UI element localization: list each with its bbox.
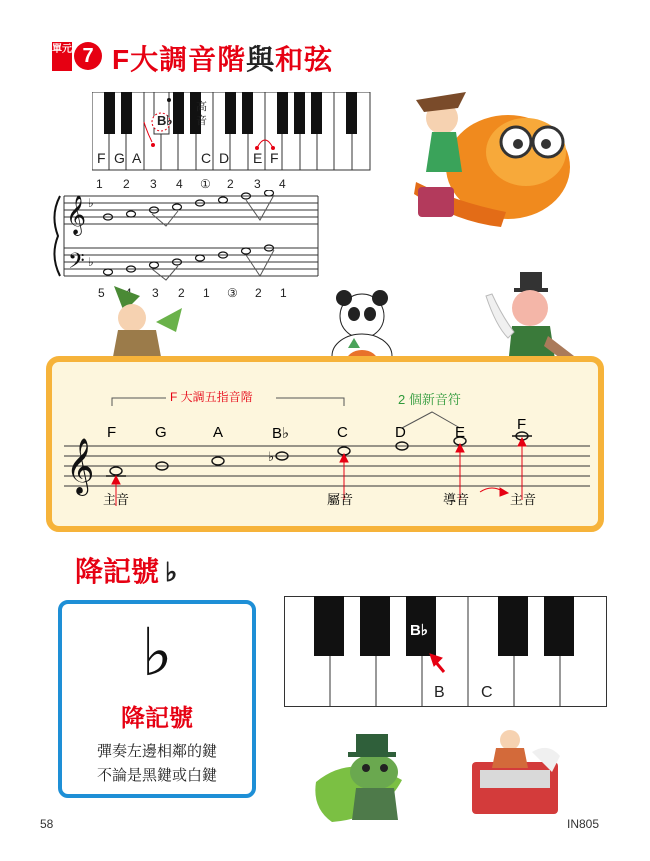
flat-box-title: 降記號 [121,705,193,732]
frog-illustration [312,722,432,832]
flat-section-title [75,550,177,590]
unit-badge-label: 單元 [52,42,72,71]
bottom-white-key-b: B [434,684,445,701]
five-finger-label: F 大調五指音階 [170,390,253,404]
book-code: IN805 [567,817,600,831]
grand-staff [48,190,328,290]
white-key-label: F [270,150,279,166]
svg-text:𝄞: 𝄞 [66,195,87,235]
svg-text:♭: ♭ [268,449,275,464]
finger-number: 3 [152,286,159,300]
unit-badge [52,42,106,70]
note-name: B♭ [272,425,290,442]
note-name: E [455,424,466,441]
bottom-white-key-c: C [481,684,493,701]
page-title [112,38,333,78]
finger-number: ③ [227,286,238,300]
title-highlight: 與 [246,44,276,75]
music-box-illustration [462,722,572,832]
tonic-label: 主音 [103,492,130,507]
bottom-black-key-label: B♭ [410,622,428,639]
svg-text:♭: ♭ [88,196,94,210]
finger-number: 1 [96,177,103,191]
white-key-label: A [132,150,142,166]
finger-number: ① [200,177,211,191]
finger-number: 2 [123,177,130,191]
svg-text:𝄞: 𝄞 [66,438,95,494]
white-key-label: F [97,150,106,166]
flat-definition-box [58,600,256,798]
finger-number: 2 [227,177,234,191]
white-key-label: D [219,150,230,166]
finger-number: 2 [178,286,185,300]
flat-box-line2: 不論是黑鍵或白鍵 [96,767,217,784]
white-key-label: E [253,150,263,166]
finger-number: 1 [280,286,287,300]
svg-text:𝄢: 𝄢 [68,249,85,279]
note-name: G [155,424,167,441]
fingering-top [96,177,296,191]
title-suffix: 和弦 [275,44,334,75]
page-number: 58 [40,817,54,831]
finger-number: 2 [255,286,262,300]
leading-tone-label: 導音 [443,492,470,507]
scale-note-names [0,416,650,444]
flat-box-line1: 彈奏左邊相鄰的鍵 [96,743,217,760]
white-key-label: G [114,150,125,166]
title-prefix: F大調音階 [112,44,247,75]
top-black-key-label: B♭ [157,113,173,128]
note-name: C [337,424,348,441]
note-name: F [107,424,117,441]
white-key-label: C [201,150,212,166]
tonic-label-2: 主音 [510,492,537,507]
finger-number: 3 [254,177,261,191]
flat-large-symbol: ♭ [141,614,173,691]
bottom-keyboard [284,596,608,708]
finger-number: 5 [98,286,105,300]
flat-symbol: ♭ [165,557,178,587]
unit-number: 7 [74,42,102,70]
finger-number: 1 [203,286,210,300]
finger-number: 3 [150,177,157,191]
top-white-labels [92,150,292,166]
finger-number: 4 [176,177,183,191]
owl-pirate-illustration [396,62,576,237]
new-notes-label: 2 個新音符 [398,392,461,407]
svg-text:♭: ♭ [88,255,94,269]
note-name: A [213,424,224,441]
dominant-label: 屬音 [327,492,354,507]
note-name: F [517,416,527,433]
finger-number: 4 [279,177,286,191]
high-label: 高 音 [196,101,207,127]
flat-section-title-text: 降記號 [75,556,160,587]
note-name: D [395,424,406,441]
